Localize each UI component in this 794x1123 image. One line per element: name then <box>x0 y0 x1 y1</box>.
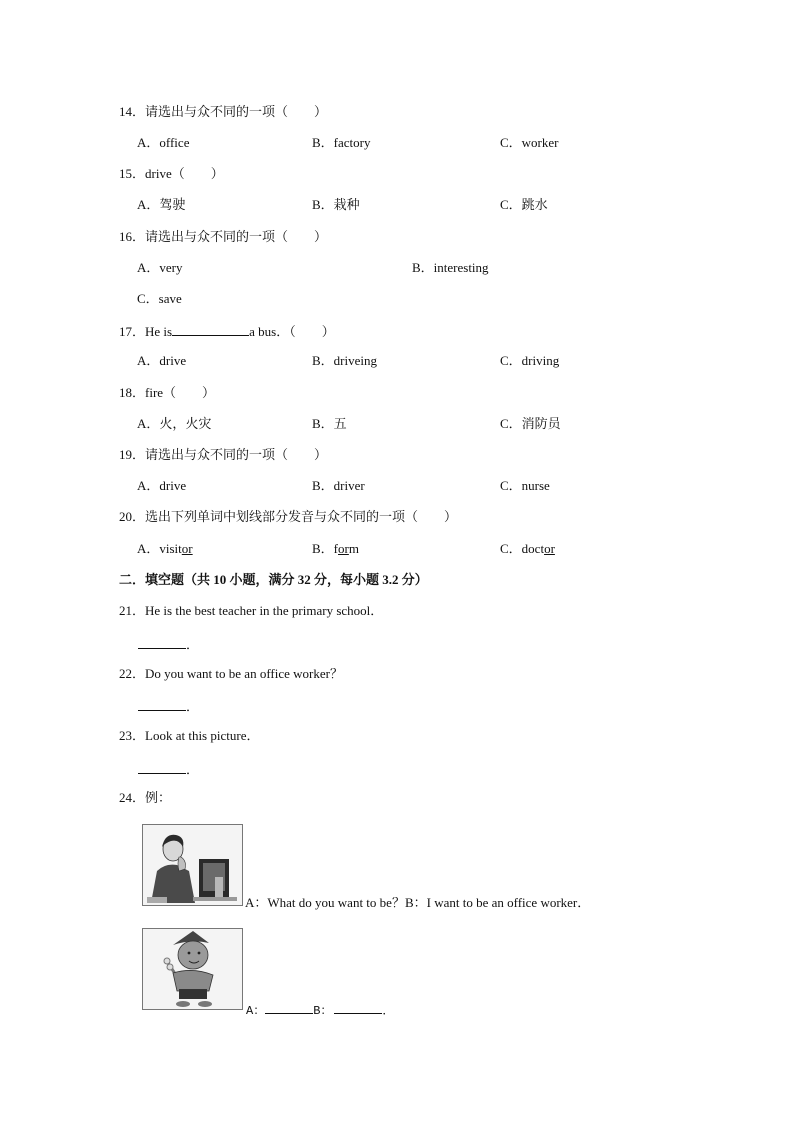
option-19-c[interactable]: C．nurse <box>500 478 550 493</box>
question-number: 15． <box>119 166 146 181</box>
answer-blank[interactable] <box>138 635 186 649</box>
question-prompt: Do you want to be an office worker？ <box>145 666 343 681</box>
period: ． <box>382 1004 395 1018</box>
period: ． <box>186 637 200 652</box>
option-17-b[interactable]: B．driveing <box>312 353 377 368</box>
option-18-a[interactable]: A．火，火灾 <box>137 416 212 431</box>
question-prompt-after: a bus．（ ） <box>249 324 335 339</box>
option-16-b[interactable]: B．interesting <box>412 260 489 275</box>
question-prompt: He is the best teacher in the primary school． <box>145 603 384 618</box>
option-17-c[interactable]: C．driving <box>500 353 560 368</box>
farmer-illustration-icon <box>143 929 242 1009</box>
option-18-c[interactable]: C．消防员 <box>500 416 561 431</box>
speaker-a-label: A： <box>246 1004 266 1018</box>
underlined-letters: or <box>181 541 193 556</box>
question-20 <box>119 509 457 525</box>
option-15-c[interactable]: C．跳水 <box>500 197 548 212</box>
question-number: 21． <box>119 603 146 618</box>
question-21 <box>119 603 383 619</box>
question-number: 24． <box>119 790 146 805</box>
office-worker-illustration-icon <box>143 825 242 905</box>
question-18 <box>119 385 215 401</box>
question-prompt: 请选出与众不同的一项（ ） <box>145 104 328 119</box>
question-prompt-before: He is <box>145 324 173 339</box>
option-15-a[interactable]: A．驾驶 <box>137 197 186 212</box>
question-number: 19． <box>119 447 146 462</box>
speaker-b-label: B： <box>313 1004 333 1018</box>
option-14-a[interactable]: A．office <box>137 135 190 150</box>
option-15-b[interactable]: B．栽种 <box>312 197 360 212</box>
question-prompt: Look at this picture． <box>145 728 260 743</box>
option-16-c[interactable]: C．save <box>137 291 182 306</box>
answer-line-22 <box>138 697 199 713</box>
question-24 <box>119 790 171 806</box>
answer-blank[interactable] <box>138 697 186 711</box>
option-17-a[interactable]: A．drive <box>137 353 187 368</box>
farmer-picture <box>142 928 243 1010</box>
section-heading-fill-in-blanks: 二．填空题（共 10 小题，满分 32 分，每小题 3.2 分） <box>119 572 428 587</box>
option-16-a[interactable]: A．very <box>137 260 183 275</box>
answer-blank[interactable] <box>138 760 186 774</box>
answer-blank-b[interactable] <box>334 1000 382 1014</box>
example-dialogue: A：What do you want to be？B：I want to be an office worker． <box>245 895 591 910</box>
question-number: 17． <box>119 324 146 339</box>
question-number: 20． <box>119 509 146 524</box>
option-text: C．doct <box>500 541 545 556</box>
option-text: A．visit <box>137 541 182 556</box>
option-14-c[interactable]: C．worker <box>500 135 559 150</box>
question-prompt: 请选出与众不同的一项（ ） <box>145 447 328 462</box>
question-number: 18． <box>119 385 146 400</box>
period: ． <box>186 762 200 777</box>
question-prompt: 例： <box>145 790 172 805</box>
question-number: 23． <box>119 728 146 743</box>
question-prompt: 请选出与众不同的一项（ ） <box>145 229 328 244</box>
question-prompt: drive（ ） <box>145 166 224 181</box>
question-15 <box>119 166 224 182</box>
option-text: B．f <box>312 541 339 556</box>
question-23 <box>119 728 259 744</box>
office-worker-picture <box>142 824 243 906</box>
option-14-b[interactable]: B．factory <box>312 135 371 150</box>
question-number: 16． <box>119 229 146 244</box>
question-22 <box>119 666 343 682</box>
answer-blank-a[interactable] <box>265 1000 313 1014</box>
option-18-b[interactable]: B．五 <box>312 416 347 431</box>
option-20-b[interactable] <box>312 541 359 557</box>
question-prompt: 选出下列单词中划线部分发音与众不同的一项（ ） <box>145 509 458 524</box>
exercise-dialogue <box>246 1000 394 1016</box>
option-text: m <box>348 541 359 556</box>
underlined-letters: or <box>338 541 349 556</box>
answer-blank[interactable] <box>172 322 249 336</box>
question-16 <box>119 229 327 245</box>
question-14 <box>119 104 327 120</box>
question-17 <box>119 322 335 338</box>
option-19-b[interactable]: B．driver <box>312 478 365 493</box>
option-20-a[interactable] <box>137 541 193 557</box>
question-number: 14． <box>119 104 146 119</box>
period: ． <box>186 699 200 714</box>
answer-line-21 <box>138 635 199 651</box>
question-prompt: fire（ ） <box>145 385 216 400</box>
option-20-c[interactable] <box>500 541 555 557</box>
answer-line-23 <box>138 760 199 776</box>
question-number: 22． <box>119 666 146 681</box>
question-19 <box>119 447 327 463</box>
underlined-letters: or <box>544 541 555 556</box>
option-19-a[interactable]: A．drive <box>137 478 187 493</box>
